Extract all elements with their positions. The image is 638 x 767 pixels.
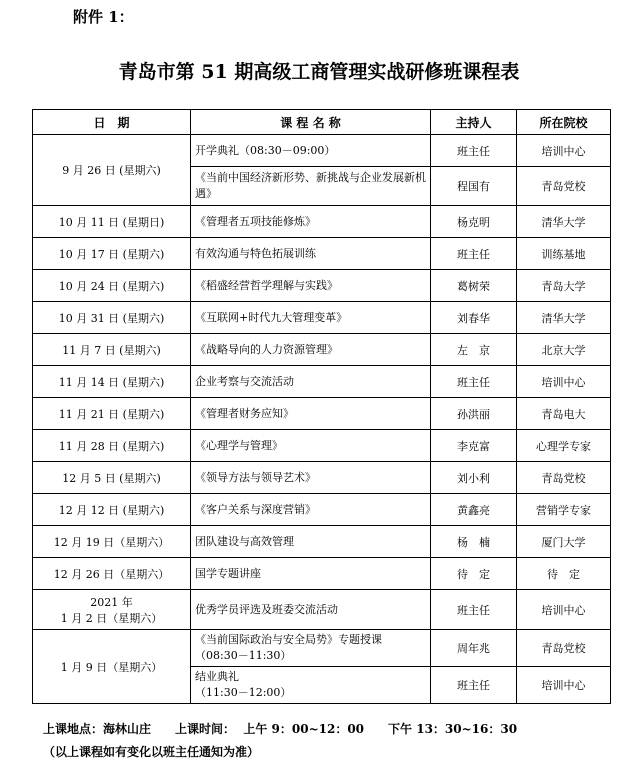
table-row <box>33 558 611 590</box>
row-course: 《管理者财务应知》 <box>191 398 431 430</box>
row-course: 团队建设与高效管理 <box>191 526 431 558</box>
row-host: 班主任 <box>431 366 517 398</box>
row-institution: 青岛党校 <box>517 167 611 206</box>
table-row <box>33 462 611 494</box>
row-date: 12 月 5 日 (星期六) <box>33 462 191 494</box>
row-course-time: （11:30－12:00） <box>195 686 292 699</box>
row-institution: 培训中心 <box>517 135 611 167</box>
table-row <box>33 238 611 270</box>
row-course: 《客户关系与深度营销》 <box>191 494 431 526</box>
schedule-table <box>32 109 611 704</box>
row-course: 有效沟通与特色拓展训练 <box>191 238 431 270</box>
row-course-time: （08:30－11:30） <box>195 649 292 662</box>
header-date: 日 期 <box>33 110 191 135</box>
row-host: 周年兆 <box>431 630 517 667</box>
table-row <box>33 630 611 667</box>
row-institution: 厦门大学 <box>517 526 611 558</box>
row-host: 杨克明 <box>431 206 517 238</box>
row-institution: 训练基地 <box>517 238 611 270</box>
row-date: 12 月 26 日（星期六） <box>33 558 191 590</box>
row-date: 12 月 19 日（星期六） <box>33 526 191 558</box>
row-host: 班主任 <box>431 238 517 270</box>
row-institution: 清华大学 <box>517 302 611 334</box>
row-date: 11 月 21 日 (星期六) <box>33 398 191 430</box>
table-row <box>33 398 611 430</box>
row-course: 优秀学员评选及班委交流活动 <box>191 590 431 630</box>
footer-venue-time: 上课地点：海林山庄 上课时间： 上午 9：00~12：00 下午 13：30~16：30 <box>43 722 518 736</box>
row-course: 《互联网+时代九大管理变革》 <box>191 302 431 334</box>
attachment-label: 附件 1： <box>73 8 134 26</box>
table-row <box>33 430 611 462</box>
header-host: 主持人 <box>431 110 517 135</box>
row-course <box>191 630 431 667</box>
row-date: 10 月 17 日 (星期六) <box>33 238 191 270</box>
row-institution: 青岛党校 <box>517 630 611 667</box>
row-course-title: 《当前国际政治与安全局势》专题授课 <box>195 633 382 646</box>
row-course-title: 结业典礼 <box>195 670 239 683</box>
header-institution: 所在院校 <box>517 110 611 135</box>
row-date: 10 月 24 日 (星期六) <box>33 270 191 302</box>
row-date: 9 月 26 日 (星期六) <box>33 135 191 206</box>
row-host: 李克富 <box>431 430 517 462</box>
row-institution: 北京大学 <box>517 334 611 366</box>
row-host: 刘小利 <box>431 462 517 494</box>
row-date-year: 2021 年 <box>90 595 133 609</box>
header-course: 课 程 名 称 <box>191 110 431 135</box>
row-course: 《战略导向的人力资源管理》 <box>191 334 431 366</box>
row-host: 班主任 <box>431 667 517 704</box>
row-course <box>191 667 431 704</box>
row-date: 12 月 12 日 (星期六) <box>33 494 191 526</box>
table-row <box>33 270 611 302</box>
row-course: 《稻盛经营哲学理解与实践》 <box>191 270 431 302</box>
row-host: 孙洪丽 <box>431 398 517 430</box>
row-host: 待 定 <box>431 558 517 590</box>
row-course: 国学专题讲座 <box>191 558 431 590</box>
row-course: 《当前中国经济新形势、新挑战与企业发展新机遇》 <box>191 167 431 206</box>
row-institution: 培训中心 <box>517 366 611 398</box>
row-institution: 青岛电大 <box>517 398 611 430</box>
row-host: 左 京 <box>431 334 517 366</box>
row-date: 1 月 9 日（星期六） <box>33 630 191 704</box>
row-course: 《心理学与管理》 <box>191 430 431 462</box>
table-row <box>33 206 611 238</box>
row-date: 11 月 28 日 (星期六) <box>33 430 191 462</box>
row-date: 11 月 7 日 (星期六) <box>33 334 191 366</box>
table-row <box>33 494 611 526</box>
row-date <box>33 590 191 630</box>
footer-note: （以上课程如有变化以班主任通知为准） <box>43 745 260 759</box>
row-course: 《管理者五项技能修炼》 <box>191 206 431 238</box>
row-institution: 营销学专家 <box>517 494 611 526</box>
row-course: 开学典礼（08:30－09:00） <box>191 135 431 167</box>
table-row <box>33 135 611 167</box>
table-row <box>33 526 611 558</box>
row-host: 葛树荣 <box>431 270 517 302</box>
row-institution: 待 定 <box>517 558 611 590</box>
table-row <box>33 590 611 630</box>
row-institution: 心理学专家 <box>517 430 611 462</box>
table-header-row <box>33 110 611 135</box>
row-institution: 青岛党校 <box>517 462 611 494</box>
row-date-day: 1 月 2 日（星期六） <box>60 611 163 625</box>
row-date: 10 月 11 日 (星期日) <box>33 206 191 238</box>
row-institution: 培训中心 <box>517 667 611 704</box>
table-row <box>33 366 611 398</box>
row-course: 《领导方法与领导艺术》 <box>191 462 431 494</box>
table-row <box>33 334 611 366</box>
row-institution: 青岛大学 <box>517 270 611 302</box>
row-date: 11 月 14 日 (星期六) <box>33 366 191 398</box>
row-host: 黄鑫亮 <box>431 494 517 526</box>
row-institution: 清华大学 <box>517 206 611 238</box>
table-row <box>33 302 611 334</box>
row-date: 10 月 31 日 (星期六) <box>33 302 191 334</box>
row-course: 企业考察与交流活动 <box>191 366 431 398</box>
row-host: 班主任 <box>431 590 517 630</box>
row-institution: 培训中心 <box>517 590 611 630</box>
page-title: 青岛市第 51 期高级工商管理实战研修班课程表 <box>118 61 520 83</box>
row-host: 程国有 <box>431 167 517 206</box>
row-host: 杨 楠 <box>431 526 517 558</box>
row-host: 班主任 <box>431 135 517 167</box>
row-host: 刘春华 <box>431 302 517 334</box>
